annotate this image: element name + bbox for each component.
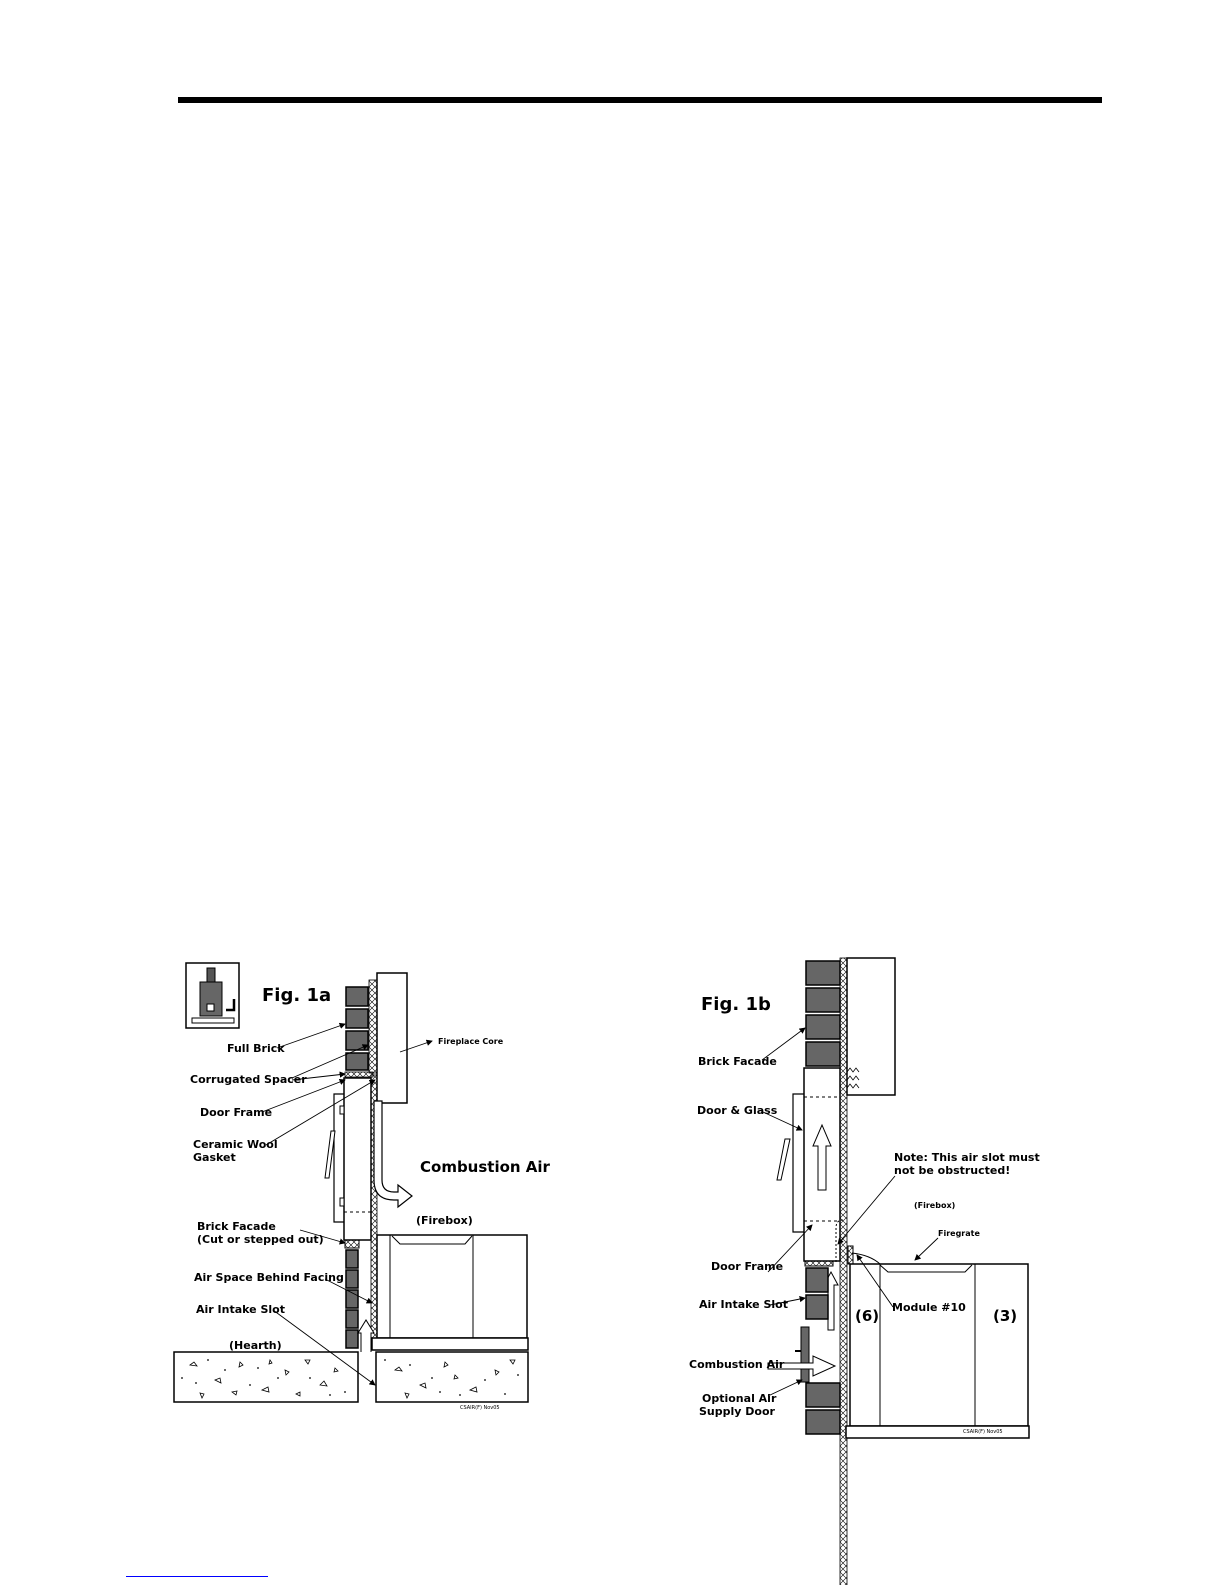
inner-liner-1b — [840, 958, 847, 1585]
fireplace-core — [377, 973, 407, 1103]
label-note-line1: Note: This air slot must — [894, 1151, 1040, 1164]
label-brick-facade: Brick Facade — [197, 1220, 276, 1233]
upper-bricks — [346, 987, 368, 1070]
corrugated-spacer — [369, 980, 377, 1073]
label-door-glass: Door & Glass — [697, 1104, 778, 1117]
figure-1a — [174, 963, 551, 1411]
fireplace-core-1b — [847, 958, 895, 1095]
firebox — [372, 1235, 528, 1350]
upper-bricks-1b — [806, 961, 840, 1066]
label-ceramic-wool: Ceramic Wool — [193, 1138, 278, 1151]
door-assembly — [325, 1078, 371, 1240]
label-module-10: Module #10 — [892, 1301, 966, 1314]
label-hearth: (Hearth) — [229, 1339, 282, 1352]
label-optional-air: Optional Air — [702, 1392, 777, 1405]
label-gasket: Gasket — [193, 1151, 236, 1164]
label-credit-1b: CSAIR(F) Nov05 — [963, 1429, 1003, 1435]
label-supply-door: Supply Door — [699, 1405, 775, 1418]
label-module-6: (6) — [855, 1307, 880, 1325]
label-full-brick: Full Brick — [227, 1042, 285, 1055]
inset-thumbnail-icon — [186, 963, 239, 1028]
firebox-1b — [846, 1246, 1029, 1438]
lower-bricks — [345, 1240, 359, 1348]
label-door-frame-1b: Door Frame — [711, 1260, 784, 1273]
fig1b-title: Fig. 1b — [701, 994, 771, 1015]
label-cut-or-stepped: (Cut or stepped out) — [197, 1233, 324, 1246]
label-fireplace-core: Fireplace Core — [438, 1037, 504, 1046]
lower-bricks-1b — [806, 1268, 840, 1434]
label-firebox-1b: (Firebox) — [914, 1201, 956, 1210]
door-assembly-1b — [777, 1068, 840, 1266]
gasket-strip — [345, 1072, 373, 1077]
label-credit-1a: CSAIR(F) Nov05 — [460, 1405, 500, 1411]
label-air-intake-slot-1b: Air Intake Slot — [699, 1298, 788, 1311]
hearth — [174, 1352, 528, 1402]
optional-air-supply-door — [795, 1327, 809, 1382]
label-air-intake-slot: Air Intake Slot — [196, 1303, 285, 1316]
fig1a-title: Fig. 1a — [262, 985, 332, 1006]
figure-1b — [689, 958, 1040, 1585]
label-corrugated-spacer: Corrugated Spacer — [190, 1073, 307, 1086]
label-firegrate: Firegrate — [938, 1229, 980, 1238]
combustion-air-arrow — [374, 1101, 412, 1207]
label-note-line2: not be obstructed! — [894, 1164, 1011, 1177]
label-module-3: (3) — [993, 1307, 1018, 1325]
label-firebox: (Firebox) — [416, 1214, 473, 1227]
footer-link-underline[interactable] — [126, 1576, 268, 1577]
label-combustion-air-1b: Combustion Air — [689, 1358, 785, 1371]
label-door-frame: Door Frame — [200, 1106, 273, 1119]
label-combustion-air: Combustion Air — [420, 1158, 550, 1176]
label-air-space: Air Space Behind Facing — [194, 1271, 344, 1284]
label-brick-facade-1b: Brick Facade — [698, 1055, 777, 1068]
